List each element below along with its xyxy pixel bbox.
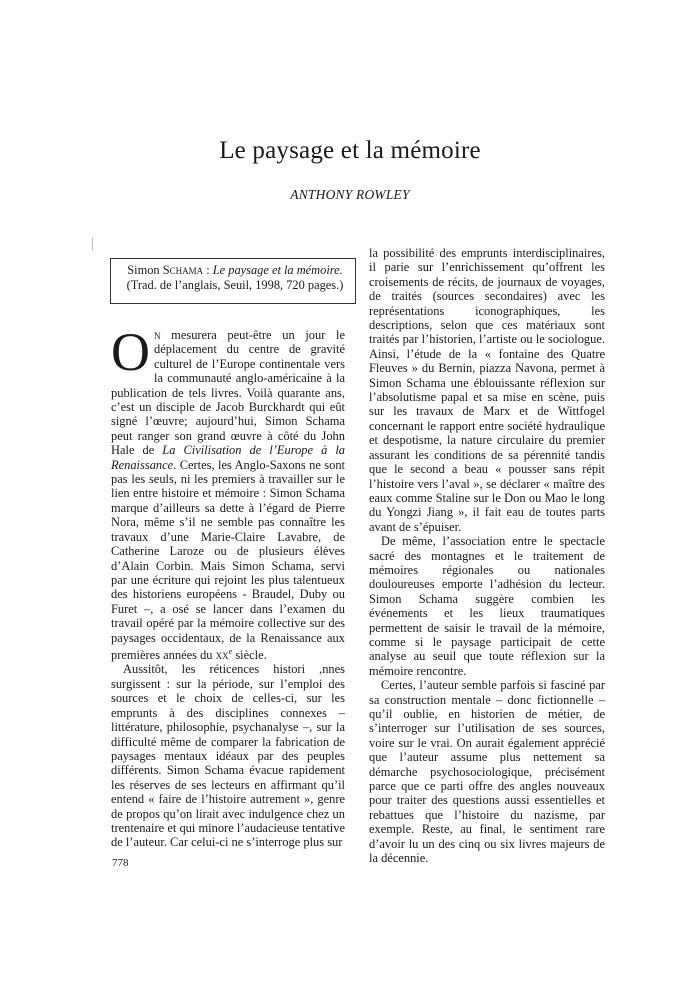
century-suffix: e xyxy=(228,646,233,656)
text-column-left xyxy=(111,322,345,850)
book-details: (Trad. de l’anglais, Seuil, 1998, 720 pages.) xyxy=(126,278,344,292)
page-number: 778 xyxy=(112,857,129,869)
margin-mark xyxy=(92,238,93,250)
century-numeral: xx xyxy=(215,648,229,663)
paragraph-1 xyxy=(111,322,345,663)
article-title: Le paysage et la mémoire xyxy=(219,137,481,164)
drop-cap: O xyxy=(111,322,150,382)
text-column-right xyxy=(369,246,605,865)
paragraph-4: Certes, l’auteur semble parfois si fasciné par sa construction mentale – donc fictionnelle – qu’il oublie, en historien de métier, de s’interroger sur l’utilisation de ses sources, voire sur le vrai. On aurait également apprécié que l’auteur assume plus nettement sa démarche psychosociologique, précisément parce que ce parti offre des angles nouveaux pour traiter des questions aussi essentielles et rebattues que l’histoire du nazisme, par exemple. Reste, au final, le sentiment rare d’avoir lu un des cinq ou six livres majeurs de la décennie. xyxy=(369,678,605,866)
book-author-last: Schama xyxy=(162,263,204,277)
opening-smallcaps: n xyxy=(154,328,161,342)
book-author-first: Simon xyxy=(127,263,163,277)
cited-book-title: La Civilisation de l’Europe à la Renaissance xyxy=(111,443,345,472)
reference-separator: : xyxy=(203,263,213,277)
article-author: ANTHONY ROWLEY xyxy=(290,187,410,202)
paragraph-1-text-cont: . Certes, les Anglo-Saxons ne sont pas les seuls, ni les premiers à travailler sur le lien entre histoire et mémoire : Simon Schama marque d’ailleurs sa dette à l’égard de Pierre Nora, même s’il ne semble pas connaître les travaux d’une Marie-Claire Lavabre, de Catherine Laroze ou de plusieurs élèves d’Alain Corbin. Mais Simon Schama, servi par une écriture qui rejoint les plus talentueux des historiens européens - Braudel, Duby ou Furet –, a osé se lancer dans l’examen du travail opéré par la mémoire collective sur des paysages occidentaux, de la Renaissance aux premières années du xyxy=(111,457,345,663)
paragraph-1-text: mesurera peut-être un jour le déplacement du centre de gravité culturel de l’Europe continentale vers la communauté anglo-américaine à la publication de tels livres. Voilà quarante ans, c’est un disciple de Jacob Burckhardt qui eût signé l’œuvre; aujourd’hui, Simon Schama peut ranger son grand œuvre à côté du John Hale de xyxy=(111,328,345,458)
paragraph-2-continued: la possibilité des emprunts interdisciplinaires, il parie sur l’enrichissement qu’offrent les croisements de récits, de journaux de voyages, de traités (sources secondaires) avec les représentations iconographiques, les descriptions, selon que ces matériaux sont traités par l’historien, l’artiste ou le sociologue. Ainsi, l’étude de la « fontaine des Quatre Fleuves » du Bernin, piazza Navona, permet à Simon Schama une éblouissante réflexion sur l’absolutisme papal et sa mise en scène, puis sur les travaux de Marx et de Wittfogel concernant le rapport entre société hydraulique et despotisme, la nature circulaire du premier assurant les conditions de sa pérennité tandis que le second a beau « pousser sans répit l’histoire vers l’aval », se déclarer « maître des eaux comme Staline sur le Don ou Mao le long du Yongzi Jiang », il fait eau de toutes parts avant de s’épuiser. xyxy=(369,246,605,534)
book-title: Le paysage et la mémoire. xyxy=(212,263,343,277)
paragraph-1-tail: siècle. xyxy=(232,648,267,663)
review-reference-box xyxy=(110,258,356,304)
paragraph-2: Aussitôt, les réticences histori ,nnes surgissent : sur la période, sur l’emploi des sources et le choix de celles-ci, sur les emprunts à des disciplines connexes – littérature, philosophie, psychanalyse –, sur la difficulté même de comparer la fabrication de paysages mentaux idéaux par des peuples différents. Simon Schama évacue rapidement les réserves de ses lecteurs en affirmant qu’il entend « faire de l’histoire autrement », genre de propos qu’on lirait avec indulgence chez un trentenaire et qui minore l’audacieuse tentative de l’auteur. Car celui-ci ne s’interroge plus sur xyxy=(111,662,345,850)
paragraph-3: De même, l’association entre le spectacle sacré des montagnes et le traitement de mémoires régionales ou nationales douloureuses emporte l’adhésion du lecteur. Simon Schama suggère combien les événements et les lieux traumatiques permettent de saisir le travail de la mémoire, comme si le paysage participait de cette analyse au seuil que toute réflexion sur la mémoire rencontre. xyxy=(369,534,605,678)
